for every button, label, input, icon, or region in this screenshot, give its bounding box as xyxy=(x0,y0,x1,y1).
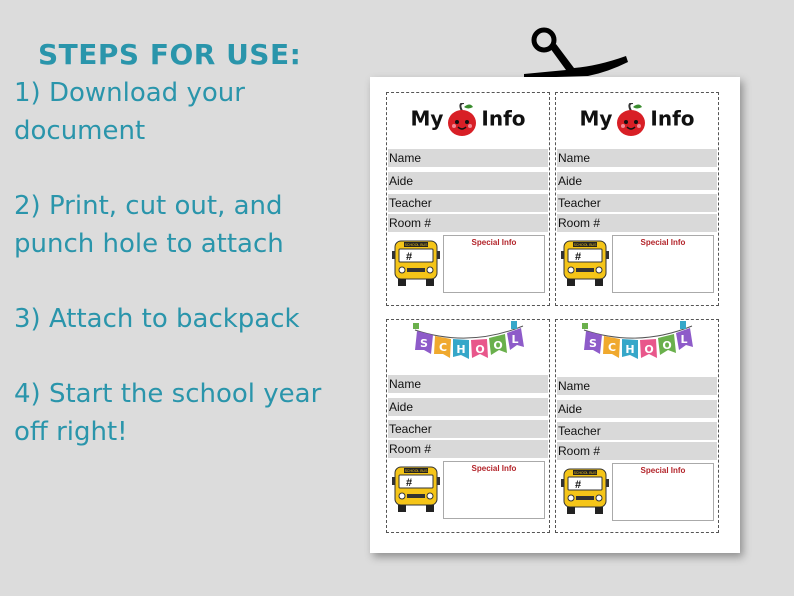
banner-letter: S xyxy=(420,337,428,350)
teacher-field: Teacher xyxy=(388,194,548,212)
special-info-box xyxy=(443,235,545,293)
special-info-label: Special Info xyxy=(640,238,686,247)
header-left: My xyxy=(579,106,613,131)
aide-field: Aide xyxy=(557,400,717,418)
room-field: Room # xyxy=(388,214,548,232)
special-info-label: Special Info xyxy=(471,464,517,473)
aide-field: Aide xyxy=(388,398,548,416)
step-2: 2) Print, cut out, and punch hole to attach xyxy=(14,191,284,259)
card-header xyxy=(556,93,718,149)
bus-sign: SCHOOL BUS xyxy=(573,471,597,475)
my-info-title xyxy=(387,103,549,137)
header-left: My xyxy=(410,106,444,131)
step-1: 1) Download your document xyxy=(14,78,245,146)
bus-number: # xyxy=(575,251,582,263)
school-banner-icon xyxy=(578,320,698,364)
card-header xyxy=(387,320,549,376)
banner-letter: O xyxy=(493,339,503,352)
school-bus-icon xyxy=(390,239,442,287)
scissors-icon xyxy=(518,26,630,78)
bus-number: # xyxy=(406,251,413,263)
info-card xyxy=(386,319,550,533)
school-bus-icon xyxy=(390,465,442,513)
bus-number: # xyxy=(406,477,413,489)
printable-sheet xyxy=(370,77,740,553)
banner-letter: H xyxy=(625,343,635,356)
banner-letter: O xyxy=(662,339,672,352)
aide-field: Aide xyxy=(557,172,717,190)
banner-letter: H xyxy=(456,343,466,356)
aide-field: Aide xyxy=(388,172,548,190)
teacher-field: Teacher xyxy=(557,422,717,440)
special-info-label: Special Info xyxy=(640,466,686,475)
banner-letter: L xyxy=(511,333,519,346)
banner-letter: O xyxy=(475,343,485,356)
bus-sign: SCHOOL BUS xyxy=(573,243,597,247)
info-card xyxy=(555,92,719,306)
banner-letter: O xyxy=(644,343,654,356)
info-card xyxy=(386,92,550,306)
room-field: Room # xyxy=(557,214,717,232)
teacher-field: Teacher xyxy=(557,194,717,212)
banner-letter: L xyxy=(680,333,688,346)
header-right: Info xyxy=(650,106,695,131)
school-bus-icon xyxy=(559,467,611,515)
special-info-box xyxy=(612,235,714,293)
school-bus-icon xyxy=(559,239,611,287)
special-info-box xyxy=(443,461,545,519)
special-info-label: Special Info xyxy=(471,238,517,247)
banner-letter: C xyxy=(438,341,448,354)
teacher-field: Teacher xyxy=(388,420,548,438)
bus-number: # xyxy=(575,479,582,491)
name-field: Name xyxy=(557,377,717,395)
banner-letter: C xyxy=(607,341,617,354)
room-field: Room # xyxy=(557,442,717,460)
card-header xyxy=(556,320,718,376)
bus-sign: SCHOOL BUS xyxy=(404,243,428,247)
name-field: Name xyxy=(388,149,548,167)
school-banner-icon xyxy=(409,320,529,364)
room-field: Room # xyxy=(388,440,548,458)
step-4: 4) Start the school year off right! xyxy=(14,379,322,447)
apple-icon xyxy=(446,103,478,137)
my-info-title xyxy=(556,103,718,137)
steps-title: STEPS FOR USE: xyxy=(38,38,302,71)
special-info-box xyxy=(612,463,714,521)
info-card xyxy=(555,319,719,533)
card-header xyxy=(387,93,549,149)
banner-letter: S xyxy=(589,337,597,350)
header-right: Info xyxy=(481,106,526,131)
name-field: Name xyxy=(388,375,548,393)
bus-sign: SCHOOL BUS xyxy=(404,469,428,473)
name-field: Name xyxy=(557,149,717,167)
apple-icon xyxy=(615,103,647,137)
step-3: 3) Attach to backpack xyxy=(14,304,300,334)
